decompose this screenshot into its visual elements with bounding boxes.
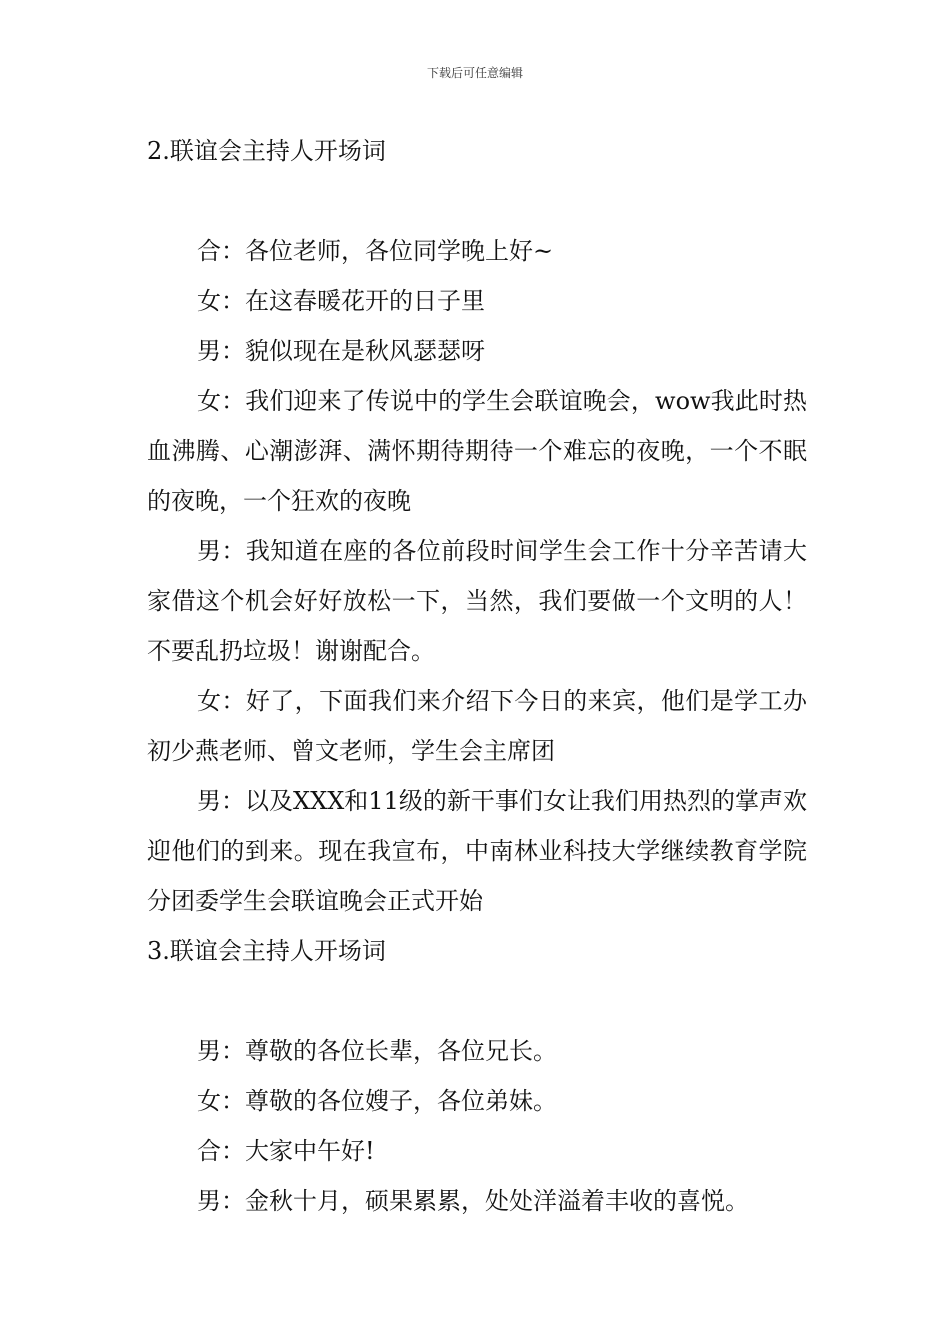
paragraph: 男：我知道在座的各位前段时间学生会工作十分辛苦请大家借这个机会好好放松一下，当然，我们要做一个文明的人！不要乱扔垃圾！谢谢配合。 xyxy=(147,537,807,665)
paragraph: 女：我们迎来了传说中的学生会联谊晚会，wow我此时热血沸腾、心潮澎湃、满怀期待期待一个难忘的夜晚，一个不眠的夜晚，一个狂欢的夜晚 xyxy=(147,387,807,515)
section-title: 2.联谊会主持人开场词 xyxy=(147,137,386,165)
blank-line xyxy=(147,176,807,226)
page-header: 下载后可任意编辑 xyxy=(426,66,523,80)
paragraph: 男：金秋十月，硕果累累，处处洋溢着丰收的喜悦。 xyxy=(197,1187,749,1215)
document-body xyxy=(147,126,807,1226)
blank-line xyxy=(147,976,807,1026)
paragraph: 男：貌似现在是秋风瑟瑟呀 xyxy=(197,337,485,365)
paragraph: 合：大家中午好! xyxy=(197,1137,375,1165)
paragraph: 女：好了，下面我们来介绍下今日的来宾，他们是学工办初少燕老师、曾文老师，学生会主席团 xyxy=(147,687,807,765)
paragraph: 男：尊敬的各位长辈，各位兄长。 xyxy=(197,1037,557,1065)
section-title: 3.联谊会主持人开场词 xyxy=(147,937,386,965)
paragraph: 女：在这春暖花开的日子里 xyxy=(197,287,485,315)
paragraph: 男：以及XXX和11级的新干事们女让我们用热烈的掌声欢迎他们的到来。现在我宣布，中南林业科技大学继续教育学院分团委学生会联谊晚会正式开始 xyxy=(147,787,807,915)
paragraph: 女：尊敬的各位嫂子，各位弟妹。 xyxy=(197,1087,557,1115)
paragraph: 合：各位老师，各位同学晚上好~ xyxy=(197,237,554,265)
